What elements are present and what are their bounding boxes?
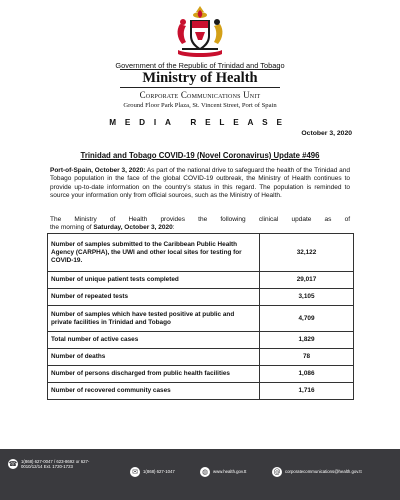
dateline: Port-of-Spain, October 3, 2020: [50, 167, 146, 174]
stat-label: Number of recovered community cases [48, 383, 260, 400]
intro-word: clinical [258, 216, 279, 223]
coat-of-arms-emblem [168, 4, 232, 60]
clinical-update-intro [50, 216, 350, 233]
body-paragraph [50, 167, 350, 201]
phone-icon: ☎ [8, 460, 18, 469]
intro-word: Health [128, 216, 148, 223]
intro-word: the [198, 216, 208, 223]
table-row [48, 366, 354, 383]
footer-fax [130, 467, 175, 477]
intro-word: update [291, 216, 312, 223]
intro-date: Saturday, October 3, 2020 [93, 224, 173, 232]
stat-value: 4,709 [260, 306, 354, 332]
stat-label: Number of repeated tests [48, 289, 260, 306]
intro-line [50, 216, 350, 224]
table-row [48, 332, 354, 349]
phone-numbers: 1(868) 627-0047 / 623-8692 or 627-0010/12/14 Ext. 1720-1723 [21, 459, 90, 470]
fax-number: 1(868) 627-1047 [143, 469, 175, 475]
email-icon: @ [273, 468, 281, 476]
stat-label: Total number of active cases [48, 332, 260, 349]
fax-icon: ✉ [130, 467, 140, 477]
update-title: Trinidad and Tobago COVID-19 (Novel Coronavirus) Update #496 [80, 151, 320, 160]
statistics-table [47, 233, 354, 400]
body-text: As part of the national drive to safeguard the health of the Trinidad and Tobago population in the face of the global COVID-19 outbreak, the Ministry of Health continues to provide up-to-date information on the country’s status in this regard. The population is reminded to source your information only from official sources, such as the Ministry of Health. [50, 167, 350, 200]
intro-line [50, 224, 350, 232]
intro-word: provides [160, 216, 186, 223]
government-line: Government of the Republic of Trinidad and Tobago [115, 61, 285, 70]
table-row [48, 234, 354, 272]
footer-email [272, 467, 362, 477]
header-divider [120, 87, 280, 88]
table-row [48, 306, 354, 332]
stat-label: Number of deaths [48, 349, 260, 366]
release-date: October 3, 2020 [301, 130, 352, 137]
unit-name: Corporate Communications Unit [139, 90, 261, 100]
stat-label: Number of unique patient tests completed [48, 272, 260, 289]
footer-web [200, 467, 246, 477]
intro-word: as [324, 216, 332, 223]
ministry-name: Ministry of Health [142, 70, 258, 86]
table-row [48, 272, 354, 289]
stat-value: 32,122 [260, 234, 354, 272]
stat-value: 1,716 [260, 383, 354, 400]
email-link[interactable]: corporatecommunications@health.gov.tt [285, 469, 362, 475]
table-row [48, 289, 354, 306]
stat-label: Number of samples which have tested positive at public and private facilities in Trinidad and Tobago [48, 306, 260, 332]
stat-value: 1,086 [260, 366, 354, 383]
office-address: Ground Floor Park Plaza, St. Vincent Street, Port of Spain [123, 102, 277, 109]
contact-footer [0, 449, 400, 500]
stat-value: 3,105 [260, 289, 354, 306]
stat-value: 29,017 [260, 272, 354, 289]
stat-value: 1,829 [260, 332, 354, 349]
stat-label: Number of samples submitted to the Caribbean Public Health Agency (CARPHA), the UWI and other local sites for testing for COVID-19. [48, 234, 260, 272]
website-link[interactable]: www.health.gov.tt [213, 469, 247, 475]
stat-value: 78 [260, 349, 354, 366]
intro-word: following [220, 216, 246, 223]
globe-icon: ◍ [201, 468, 209, 476]
footer-phone [8, 459, 93, 470]
intro-word: of [109, 216, 116, 223]
table-row [48, 383, 354, 400]
table-row [48, 349, 354, 366]
intro-word: Ministry [74, 216, 97, 223]
intro-word: The [50, 216, 62, 223]
intro-word: of [344, 216, 350, 223]
media-release-label: MEDIA RELEASE [109, 118, 291, 127]
intro-text: the morning of [50, 224, 94, 232]
intro-text: : [172, 224, 175, 232]
stat-label: Number of persons discharged from public health facilities [48, 366, 260, 383]
